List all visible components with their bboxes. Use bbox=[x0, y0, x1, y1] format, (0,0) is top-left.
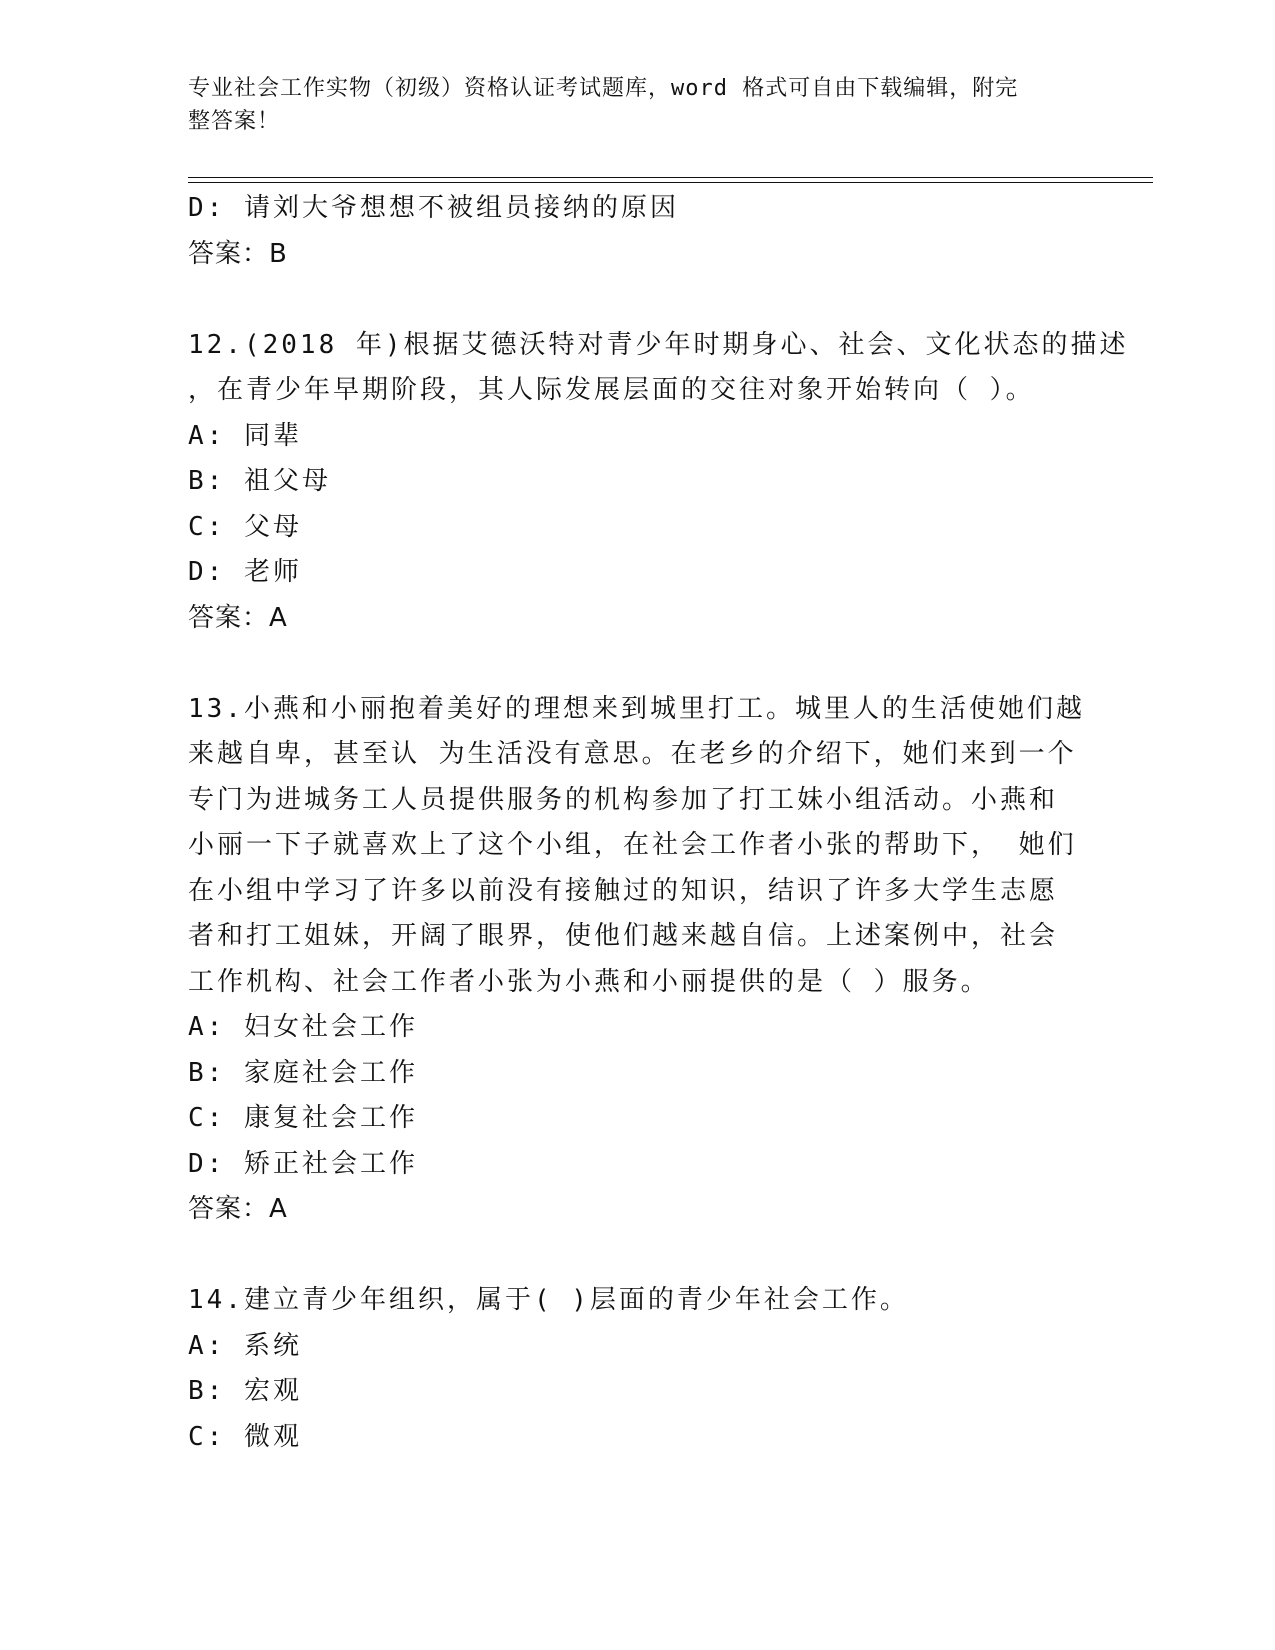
question-12 bbox=[188, 323, 1129, 642]
option-b: B: 家庭社会工作 bbox=[188, 1057, 418, 1088]
option-a: A: 妇女社会工作 bbox=[188, 1012, 418, 1042]
spacer bbox=[188, 1233, 1088, 1279]
option-c: C: 父母 bbox=[188, 511, 302, 542]
question-stem-line: 者和打工姐妹，开阔了眼界，使他们越来越自信。上述案例中，社会 bbox=[188, 921, 1059, 951]
option-a: A: 系统 bbox=[188, 1330, 302, 1361]
option-b: B: 宏观 bbox=[188, 1376, 302, 1406]
question-13 bbox=[188, 687, 1088, 1233]
question-stem-line: 来越自卑，甚至认 为生活没有意思。在老乡的介绍下，她们来到一个 bbox=[188, 739, 1077, 769]
question-stem-line: 专门为进城务工人员提供服务的机构参加了打工妹小组活动。小燕和 bbox=[188, 784, 1059, 815]
header-line-1: 专业社会工作实物（初级）资格认证考试题库，word 格式可自由下载编辑，附完 bbox=[188, 76, 1019, 101]
answer-line: 答案：A bbox=[188, 602, 288, 633]
option-d: D: 请刘大爷想想不被组员接纳的原因 bbox=[188, 193, 679, 223]
question-content bbox=[188, 186, 1129, 1460]
question-stem-line: ，在青少年早期阶段，其人际发展层面的交往对象开始转向（ ）。 bbox=[188, 375, 1035, 405]
question-stem-line: 小丽一下子就喜欢上了这个小组，在社会工作者小张的帮助下， 她们 bbox=[188, 830, 1077, 860]
question-stem-line: 12.(2018 年)根据艾德沃特对青少年时期身心、社会、文化状态的描述 bbox=[188, 329, 1129, 360]
question-stem-line: 13.小燕和小丽抱着美好的理想来到城里打工。城里人的生活使她们越 bbox=[188, 693, 1085, 724]
question-14 bbox=[188, 1278, 1088, 1460]
option-d: D: 矫正社会工作 bbox=[188, 1148, 418, 1179]
question-stem-line: 14.建立青少年组织，属于( )层面的青少年社会工作。 bbox=[188, 1285, 909, 1315]
question-stem-line: 工作机构、社会工作者小张为小燕和小丽提供的是（ ）服务。 bbox=[188, 966, 990, 997]
spacer bbox=[188, 641, 1088, 687]
option-c: C: 微观 bbox=[188, 1421, 302, 1452]
option-a: A: 同辈 bbox=[188, 420, 302, 451]
option-c: C: 康复社会工作 bbox=[188, 1103, 418, 1133]
question-stem-line: 在小组中学习了许多以前没有接触过的知识，结识了许多大学生志愿 bbox=[188, 875, 1059, 906]
spacer bbox=[188, 277, 1088, 323]
header-line-2: 整答案！ bbox=[188, 109, 281, 134]
option-d: D: 老师 bbox=[188, 557, 302, 587]
answer-line: 答案：B bbox=[188, 238, 288, 269]
option-b: B: 祖父母 bbox=[188, 466, 331, 496]
answer-line: 答案：A bbox=[188, 1194, 288, 1224]
header-rule-top bbox=[188, 177, 1153, 178]
page-header bbox=[188, 72, 1088, 138]
header-rule-bottom bbox=[188, 182, 1153, 183]
